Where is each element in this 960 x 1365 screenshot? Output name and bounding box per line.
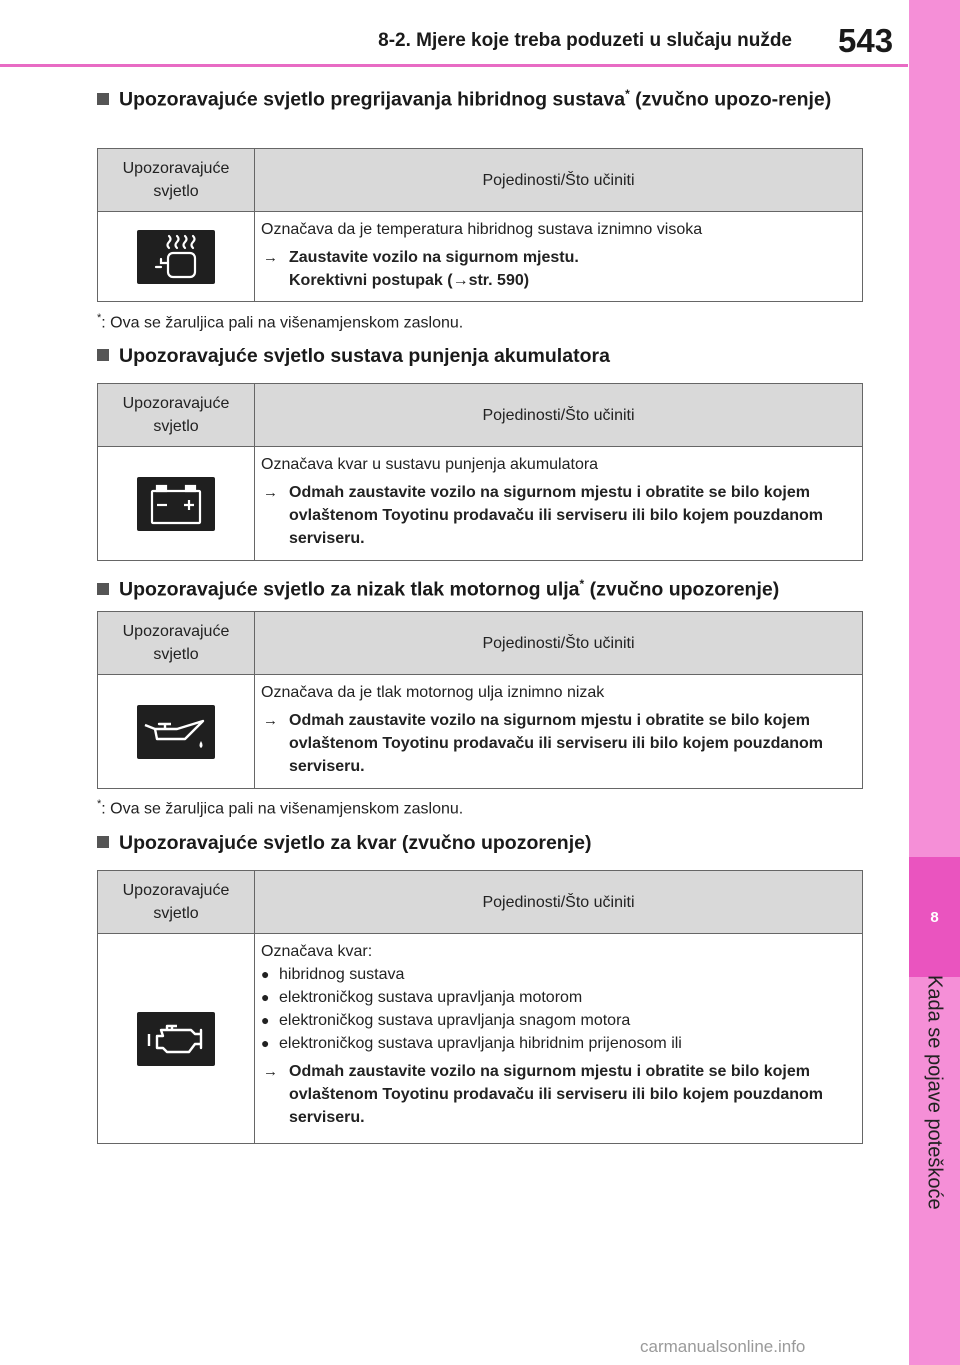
page-reference-link[interactable]: str. 590)	[468, 272, 530, 289]
list-item: ● elektroničkog sustava upravljanja snagom motora	[261, 1009, 854, 1032]
warning-table-hybrid-overheat	[97, 148, 863, 302]
action-item: → Odmah zaustavite vozilo na sigurnom mjestu i obratite se bilo kojem ovlaštenom Toyotinu prodavaču ili serviseru ili bilo kojem pouzdanom serviseru.	[261, 709, 854, 778]
bullet-dot-icon: ●	[261, 989, 270, 1005]
chapter-number: 8	[909, 857, 960, 977]
description-text: Označava kvar u sustavu punjenja akumulatora	[261, 456, 599, 473]
header-divider	[0, 64, 908, 67]
watermark: carmanualsonline.info	[640, 1337, 806, 1356]
arrow-right-icon: →	[263, 712, 278, 729]
description-text: Označava kvar:	[261, 943, 373, 960]
column-header-details: Pojedinosti/Što učiniti	[255, 149, 863, 212]
description-text: Označava da je tlak motornog ulja iznimno nizak	[261, 684, 605, 701]
bullet-dot-icon: ●	[261, 1035, 270, 1051]
warning-table-battery-charge	[97, 383, 863, 561]
footnote: *: Ova se žaruljica pali na višenamjenskom zaslonu.	[97, 798, 464, 818]
column-header-light: Upozoravajuće svjetlo	[98, 384, 255, 447]
column-header-details: Pojedinosti/Što učiniti	[255, 612, 863, 675]
footnote-asterisk: *	[97, 312, 102, 324]
bullet-square-icon	[97, 836, 109, 848]
arrow-right-icon: →	[263, 249, 278, 266]
bullet-square-icon	[97, 583, 109, 595]
check-engine-icon	[137, 1012, 215, 1066]
hybrid-overheat-icon	[137, 230, 215, 284]
footnote: *: Ova se žaruljica pali na višenamjenskom zaslonu.	[97, 312, 464, 332]
list-item: ● elektroničkog sustava upravljanja hibridnim prijenosom ili	[261, 1032, 854, 1055]
page-number: 543	[838, 22, 894, 59]
bullet-dot-icon: ●	[261, 1012, 270, 1028]
bullet-square-icon	[97, 93, 109, 105]
column-header-light: Upozoravajuće svjetlo	[98, 871, 255, 934]
column-header-details: Pojedinosti/Što učiniti	[255, 384, 863, 447]
list-item: ● elektroničkog sustava upravljanja motorom	[261, 986, 854, 1009]
bullet-square-icon	[97, 349, 109, 361]
section-title-oil-pressure: Upozoravajuće svjetlo za nizak tlak motornog ulja* (zvučno upozorenje)	[97, 570, 867, 604]
action-item: → Odmah zaustavite vozilo na sigurnom mjestu i obratite se bilo kojem ovlaštenom Toyotinu prodavaču ili serviseru ili bilo kojem pouzdanom serviseru.	[261, 481, 854, 550]
section-header-title: 8-2. Mjere koje treba poduzeti u slučaju nužde	[378, 30, 792, 51]
arrow-right-icon: →	[263, 484, 278, 501]
arrow-right-icon: →	[263, 1063, 278, 1080]
column-header-light: Upozoravajuće svjetlo	[98, 149, 255, 212]
footnote-asterisk: *	[97, 798, 102, 810]
section-title-battery-charge: Upozoravajuće svjetlo sustava punjenja akumulatora	[97, 342, 867, 370]
section-title-hybrid-overheat: Upozoravajuće svjetlo pregrijavanja hibridnog sustava* (zvučno upozo-renje)	[97, 80, 867, 114]
action-item: → Odmah zaustavite vozilo na sigurnom mjestu i obratite se bilo kojem ovlaštenom Toyotinu prodavaču ili serviseru ili bilo kojem pouzdanom serviseru.	[261, 1060, 854, 1129]
bullet-dot-icon: ●	[261, 966, 270, 982]
column-header-details: Pojedinosti/Što učiniti	[255, 871, 863, 934]
list-item: ● hibridnog sustava	[261, 963, 854, 986]
warning-table-oil-pressure	[97, 611, 863, 789]
arrow-right-icon: →	[452, 272, 469, 289]
chapter-title: Kada se pojave poteškoće	[923, 975, 946, 1210]
battery-charge-icon	[137, 477, 215, 531]
section-title-malfunction: Upozoravajuće svjetlo za kvar (zvučno upozorenje)	[97, 829, 867, 857]
description-text: Označava da je temperatura hibridnog sustava iznimno visoka	[261, 221, 703, 238]
action-item: → Zaustavite vozilo na sigurnom mjestu. Korektivni postupak (→str. 590)	[261, 246, 854, 292]
warning-table-malfunction	[97, 870, 863, 1144]
oil-pressure-icon	[137, 705, 215, 759]
column-header-light: Upozoravajuće svjetlo	[98, 612, 255, 675]
